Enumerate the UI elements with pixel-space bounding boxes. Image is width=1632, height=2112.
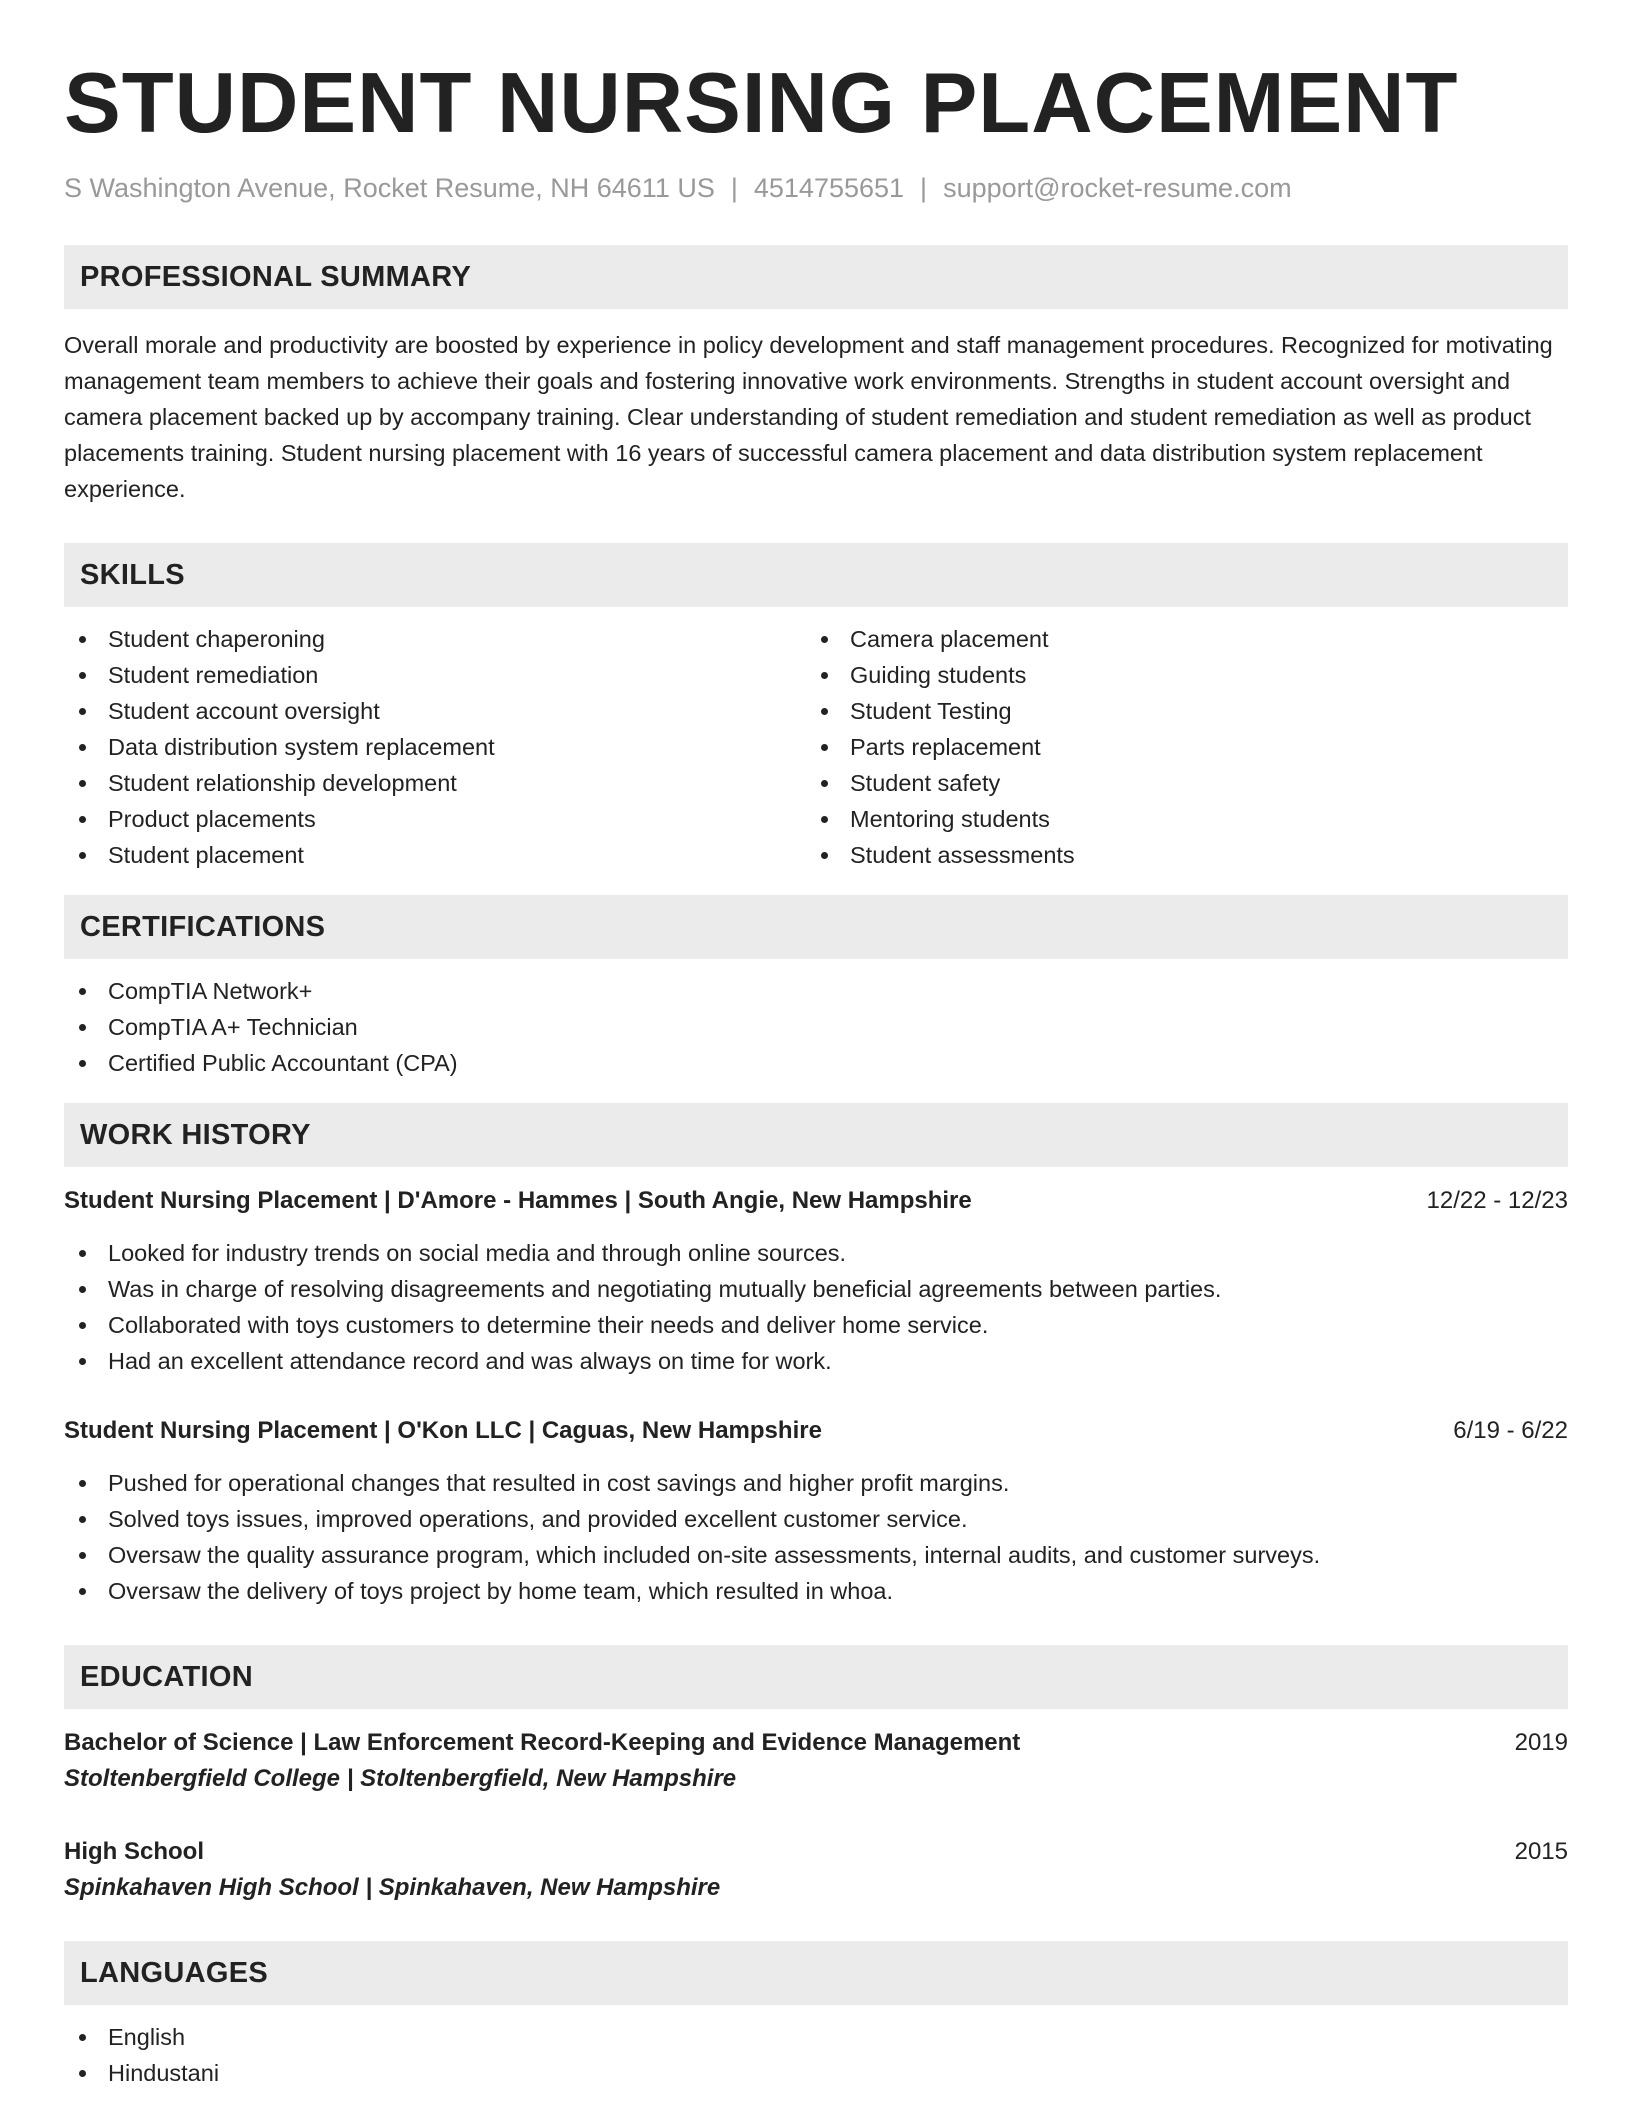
contact-address: S Washington Avenue, Rocket Resume, NH 64611 US	[64, 173, 715, 203]
education-degree: High School	[64, 1838, 204, 1865]
skill-item: Data distribution system replacement	[64, 729, 806, 765]
job-bullet: Oversaw the quality assurance program, which included on-site assessments, internal audits, and customer surveys.	[64, 1537, 1568, 1573]
job-entry	[64, 1413, 1568, 1609]
certification-item: Certified Public Accountant (CPA)	[64, 1045, 1568, 1081]
contact-email: support@rocket-resume.com	[943, 173, 1292, 203]
section-header-work-history: WORK HISTORY	[64, 1103, 1568, 1167]
job-bullet: Oversaw the delivery of toys project by home team, which resulted in whoa.	[64, 1573, 1568, 1609]
skill-item: Mentoring students	[806, 801, 1548, 837]
skill-item: Student relationship development	[64, 765, 806, 801]
resume-name: STUDENT NURSING PLACEMENT	[64, 56, 1459, 151]
section-header-languages: LANGUAGES	[64, 1941, 1568, 2005]
job-bullet: Was in charge of resolving disagreements and negotiating mutually beneficial agreements between parties.	[64, 1271, 1568, 1307]
education-entry	[64, 1834, 1568, 1906]
education-entry	[64, 1725, 1568, 1797]
job-bullets	[64, 1235, 1568, 1379]
education-header	[64, 1725, 1568, 1761]
skill-item: Guiding students	[806, 657, 1548, 693]
language-item: English	[64, 2019, 1568, 2055]
language-item: Hindustani	[64, 2055, 1568, 2091]
job-bullet: Looked for industry trends on social media and through online sources.	[64, 1235, 1568, 1271]
skill-item: Student account oversight	[64, 693, 806, 729]
certification-item: CompTIA Network+	[64, 973, 1568, 1009]
section-header-skills: SKILLS	[64, 543, 1568, 607]
job-bullet: Collaborated with toys customers to determine their needs and deliver home service.	[64, 1307, 1568, 1343]
job-bullets	[64, 1465, 1568, 1609]
contact-line	[64, 170, 1568, 206]
skill-item: Student safety	[806, 765, 1548, 801]
job-bullet: Solved toys issues, improved operations, and provided excellent customer service.	[64, 1501, 1568, 1537]
job-header	[64, 1183, 1568, 1219]
job-date: 6/19 - 6/22	[1453, 1417, 1568, 1444]
job-header	[64, 1413, 1568, 1449]
contact-phone: 4514755651	[753, 173, 905, 203]
skill-item: Student chaperoning	[64, 621, 806, 657]
skill-item: Student assessments	[806, 837, 1548, 873]
skills-column-right	[806, 621, 1548, 873]
job-title: Student Nursing Placement | O'Kon LLC | Caguas, New Hampshire	[64, 1417, 822, 1444]
skill-item: Camera placement	[806, 621, 1548, 657]
education-degree: Bachelor of Science | Law Enforcement Record-Keeping and Evidence Management	[64, 1729, 1021, 1756]
certification-item: CompTIA A+ Technician	[64, 1009, 1568, 1045]
summary-text: Overall morale and productivity are boosted by experience in policy development and staff management procedures. Recognized for motivating management team members to achieve their goals and fostering innovative work environments. Strengths in student account oversight and camera placement backed up by accompany training. Clear understanding of student remediation and student remediation as well as product placements training. Student nursing placement with 16 years of successful camera placement and data distribution system replacement experience.	[64, 332, 1553, 502]
skill-item: Student Testing	[806, 693, 1548, 729]
skill-item: Product placements	[64, 801, 806, 837]
contact-separator: |	[920, 173, 928, 203]
section-header-education: EDUCATION	[64, 1645, 1568, 1709]
job-entry	[64, 1183, 1568, 1379]
certifications-list	[64, 973, 1568, 1081]
job-title: Student Nursing Placement | D'Amore - Hammes | South Angie, New Hampshire	[64, 1187, 972, 1214]
education-school: Spinkahaven High School | Spinkahaven, New Hampshire	[64, 1874, 721, 1901]
education-header	[64, 1834, 1568, 1870]
skills-column-left	[64, 621, 806, 873]
job-date: 12/22 - 12/23	[1426, 1187, 1568, 1214]
section-header-summary: PROFESSIONAL SUMMARY	[64, 245, 1568, 309]
languages-list	[64, 2019, 1568, 2091]
skill-item: Parts replacement	[806, 729, 1548, 765]
education-date: 2019	[1514, 1729, 1568, 1756]
job-bullet: Had an excellent attendance record and was always on time for work.	[64, 1343, 1568, 1379]
skills-list	[64, 621, 1568, 873]
education-date: 2015	[1514, 1838, 1568, 1865]
education-school: Stoltenbergfield College | Stoltenbergfield, New Hampshire	[64, 1765, 737, 1792]
contact-separator: |	[730, 173, 738, 203]
skill-item: Student placement	[64, 837, 806, 873]
skill-item: Student remediation	[64, 657, 806, 693]
job-bullet: Pushed for operational changes that resulted in cost savings and higher profit margins.	[64, 1465, 1568, 1501]
section-header-certifications: CERTIFICATIONS	[64, 895, 1568, 959]
